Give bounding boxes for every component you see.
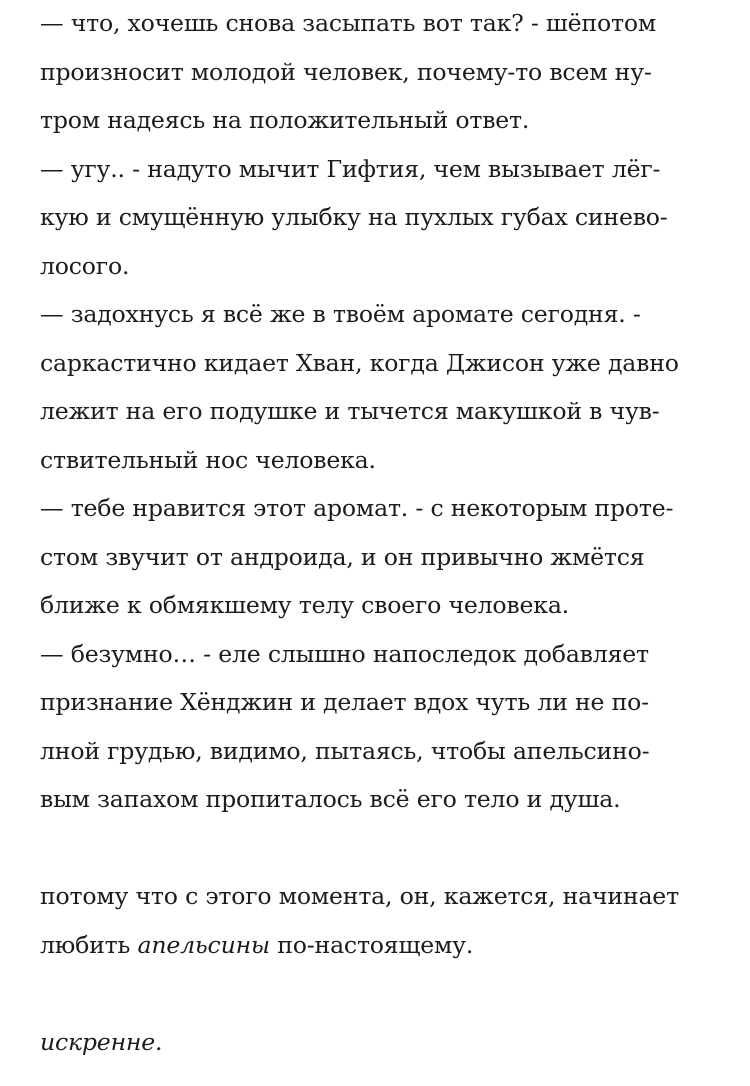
text-page: [40, 0, 720, 1066]
text-line: лосого.: [40, 251, 130, 280]
text-line: ближе к обмякшему телу своего человека.: [40, 591, 569, 619]
text-line: лежит на его подушке и тычется макушкой в чув-: [40, 397, 660, 425]
text-line: — угу.. - надуто мычит Гифтия, чем вызывает лёг-: [40, 154, 661, 183]
text-line: — тебе нравится этот аромат. - с некоторым проте-: [40, 494, 674, 522]
closing-text: любить: [40, 930, 138, 959]
final-word: [40, 1018, 720, 1067]
text-line: — задохнусь я всё же в твоём аромате сегодня. -: [40, 300, 641, 328]
text-line: саркастично кидает Хван, когда Джисон уже давно: [40, 348, 679, 377]
closing-line-italic: [40, 921, 720, 970]
paragraph-gap: [40, 824, 720, 873]
text-line: ствительный нос человека.: [40, 445, 376, 474]
closing-text: по-настоящему.: [269, 930, 474, 959]
text-line: тром надеясь на положительный ответ.: [40, 106, 530, 134]
text-line: лной грудью, видимо, пытаясь, чтобы апельсино-: [40, 736, 650, 765]
text-line: вым запахом пропиталось всё его тело и душа.: [40, 785, 621, 813]
text-line: признание Хёнджин и делает вдох чуть ли не по-: [40, 688, 649, 716]
text-line: кую и смущённую улыбку на пухлых губах синево-: [40, 203, 668, 231]
paragraph-gap: [40, 969, 720, 1018]
closing-line: потому что с этого момента, он, кажется, начинает: [40, 882, 679, 910]
text-line: произносит молодой человек, почему-то всем ну-: [40, 57, 652, 86]
text-line: — что, хочешь снова засыпать вот так? - шёпотом: [40, 9, 656, 37]
emphasized-word: апельсины: [137, 930, 270, 959]
text-line: — безумно… - еле слышно напоследок добавляет: [40, 639, 649, 668]
final-word-text: искренне.: [40, 1027, 163, 1056]
text-line: стом звучит от андроида, и он привычно жмётся: [40, 542, 645, 571]
